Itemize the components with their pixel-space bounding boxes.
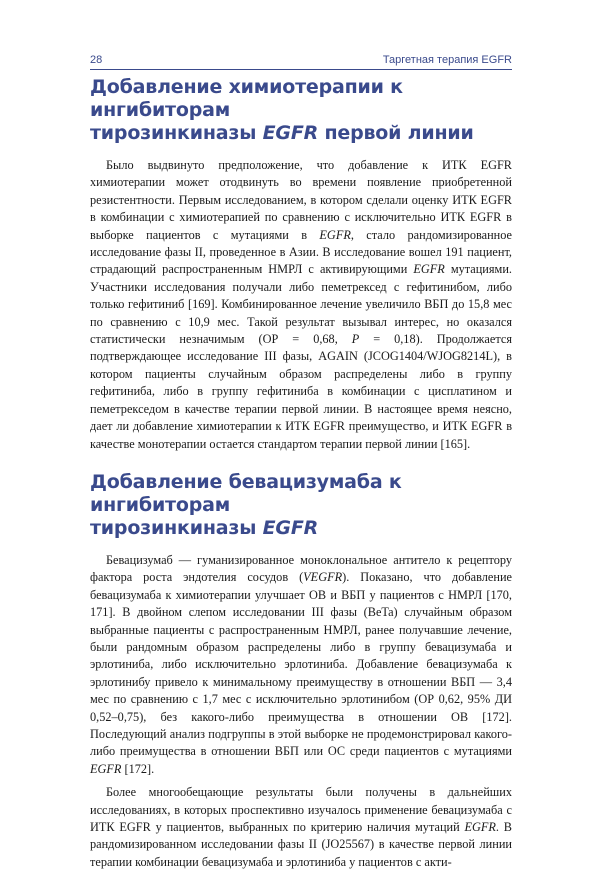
section-heading: Добавление химиотерапии к ингибиторам тирозинкиназы EGFR первой линии: [90, 76, 474, 144]
section-bevacizumab: [90, 471, 512, 871]
paragraph: Бевацизумаб — гуманизированное моноклональное антитело к рецептору фактора роста эндотелия сосудов (VEGFR). Показано, что добавление бевацизумаба к химиотерапии улучшает ОВ и ВБП у пациентов с НМРЛ [170, 171]. В двойном слепом исследовании III фазы (BeTa) случайным образом выбранные пациенты с распространенным НМРЛ, ранее получавшие лечение, были рандомным образом распределены либо в группу бевацизумаба и эрлотиниба, либо исключительно эрлотиниба. Добавление бевацизумаба к эрлотинибу привело к минимальному преимуществу в отношении ВБП — 3,4 мес по сравнению с 1,7 мес с исключительно эрлотинибом (ОР 0,62, 95% ДИ 0,52–0,75), без какого-либо преимущества в отношении ОВ [172]. Последующий анализ подгруппы в этой выборке не продемонстрировал какого-либо преимущества в отношении ВБП или ОС среди пациентов с мутациями EGFR [172].: [90, 552, 512, 776]
header-rule: [90, 69, 512, 70]
page-content: [90, 76, 512, 871]
running-title: Таргетная терапия EGFR: [382, 54, 512, 66]
paragraph: Более многообещающие результаты были получены в дальнейших исследованиях, в которых проспективно изучалось применение бевацизумаба с ИТК EGFR у пациентов, выбранных по критерию наличия мутаций EGFR. В рандомизированном исследовании фазы II (JO25567) в качестве первой линии терапии комбинации бевацизумаба и эрлотиниба у пациентов с акти-: [90, 785, 512, 869]
paragraph: Было выдвинуто предположение, что добавление к ИТК EGFR химиотерапии может отодвинуть во времени появление приобретенной резистентности. Первым исследованием, в котором сделали оценку ИТК EGFR в комбинации с химиотерапией по сравнению с исключительно ИТК EGFR в выборке пациентов с мутациями в EGFR, стало рандомизированное исследование фазы II, проведенное в Азии. В исследование вошел 191 пациент, страдающий распространенным НМРЛ с активирующими EGFR мутациями. Участники исследования получали либо пеметрексед с гефитинибом, либо только гефитиниб [169]. Комбинированное лечение увеличило ВБП до 15,8 мес по сравнению с 10,9 мес. Такой результат вызывал интерес, но оказался статистически незначимым (ОР = 0,68, P = 0,18). Продолжается подтверждающее исследование III фазы, AGAIN (JCOG1404/WJOG8214L), в котором пациенты случайным образом распределены либо в группу гефитиниба, либо в группу гефитиниба в комбинации с цисплатином и пеметрекседом в качестве терапии первой линии. В настоящее время неясно, дает ли добавление химиотерапии к ИТК EGFR преимущество, и ИТК EGFR в качестве монотерапии остается стандартом терапии первой линии [165].: [90, 158, 512, 451]
page-number: 28: [90, 54, 103, 66]
section-chemotherapy: [90, 76, 512, 453]
running-header: [90, 54, 512, 66]
section-heading: Добавление бевацизумаба к ингибиторам тирозинкиназы EGFR: [90, 470, 402, 539]
